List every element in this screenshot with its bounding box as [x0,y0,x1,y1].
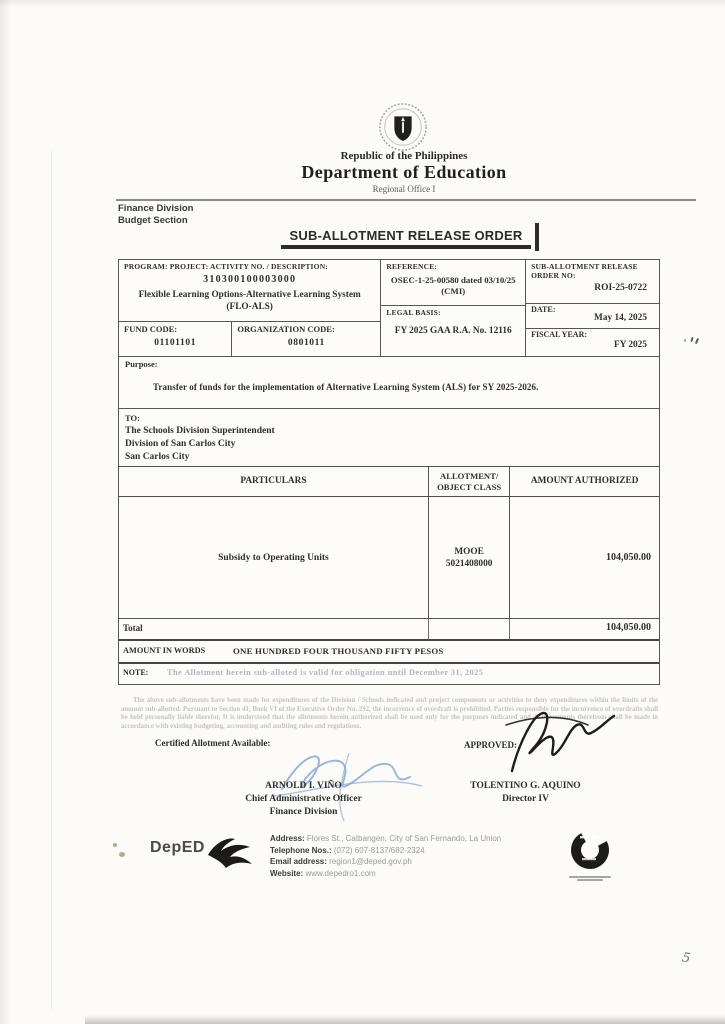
col-header-particulars: PARTICULARS [240,476,307,486]
footer-address-line [270,833,501,845]
ink-speck [113,843,117,847]
col-header-object-line1: ALLOTMENT/ [440,471,499,481]
to-label: TO: [125,413,140,423]
phone-label: Telephone Nos.: [270,845,332,855]
total-spacer [428,619,510,639]
allotment-data-row [119,496,659,618]
program-column [119,260,380,356]
footer-phone-line [270,845,501,857]
org-code-value: 0801011 [287,338,325,348]
certifying-officer-block [216,780,391,818]
fiscal-year-cell [526,329,659,356]
footer-stamp-icon [567,827,613,873]
particulars-value: Subsidy to Operating Units [218,552,329,563]
purpose-text: Transfer of funds for the implementation of Alternative Learning System (ALS) for SY 2025-2026. [153,382,539,392]
scan-edge-top [0,0,725,7]
document-title [281,224,531,249]
object-class-line2: 5021408000 [445,558,493,569]
program-number: 310300100003000 [203,274,297,285]
object-class-value [428,497,510,618]
letterhead [118,150,690,195]
amount-in-words-row [119,639,659,662]
legal-basis-cell [381,306,525,356]
legal-basis-label: LEGAL BASIS: [386,308,441,317]
legal-basis-value: FY 2025 GAA R.A. No. 12116 [394,326,512,336]
budget-section-label: Budget Section [118,215,188,226]
phone-value: (072) 607-8137/682-2324 [333,845,425,855]
address-label: Address: [270,834,305,843]
footer-contact-block [270,833,501,879]
purpose-label: Purpose: [125,359,158,369]
date-cell [526,304,659,329]
page-crease-line [51,150,52,1010]
footer-email-line [270,856,501,868]
org-code-cell [231,322,380,356]
scan-bottom-shadow [85,1015,725,1024]
certified-allotment-label: Certified Allotment Available: [155,738,271,748]
purpose-row [119,356,659,408]
saro-number-cell [526,260,659,304]
deped-logo-text: DepED [150,839,205,856]
note-row [119,662,659,684]
certifying-officer-name: ARNOLD I. VIÑO [265,781,342,791]
scan-edge-left [0,0,12,1024]
footer-website-line [270,868,501,880]
col-header-object-line2: OBJECT CLASS [437,481,502,492]
website-value: www.depedro1.com [305,868,376,878]
handwritten-page-number: 5 [680,950,692,967]
document-title-text: SUB-ALLOTMENT RELEASE ORDER [289,228,523,243]
saro-label-line2: ORDER NO: [531,271,576,280]
addressee-row [119,408,659,466]
fiscal-year-label: FISCAL YEAR: [531,330,588,339]
amount-in-words-label: AMOUNT IN WORDS [123,646,206,655]
info-row [119,260,659,356]
to-line-1: The Schools Division Superintendent [125,426,275,436]
allotment-header-row [119,466,659,496]
certifying-officer-division: Finance Division [269,806,338,817]
saro-number-value: ROI-25-0722 [594,283,647,293]
stamp-caption-lines [565,874,615,883]
col-header-amount: AMOUNT AUTHORIZED [509,467,659,496]
amount-in-words-value: ONE HUNDRED FOUR THOUSAND FIFTY PESOS [233,646,444,656]
reference-column [380,260,525,356]
address-value: Flores St., Catbangen, City of San Fernando, La Union [306,834,502,843]
margin-pen-marks [684,335,704,347]
fund-code-label: FUND CODE: [124,324,178,334]
total-row [119,618,659,639]
to-line-2: Division of San Carlos City [125,439,236,449]
fund-code-cell [119,322,231,356]
deped-bird-logo-icon [204,831,258,875]
total-label: Total [123,623,143,633]
email-label: Email address: [270,857,327,866]
total-amount: 104,050.00 [509,619,659,639]
website-label: Website: [270,868,304,878]
saro-column [525,260,659,356]
header-divider [116,199,696,201]
approved-label: APPROVED: [464,740,517,750]
reference-label: REFERENCE: [386,262,438,271]
date-label: DATE: [531,305,556,314]
codes-row [119,322,380,356]
approving-officer-block [443,780,608,806]
object-class-line1: MOOE [454,546,484,557]
reference-value [386,275,520,296]
note-text: The Allotment herein sub-alloted is valid for obligation until December 31, 2025 [167,668,484,677]
date-value: May 14, 2025 [594,313,647,323]
amount-authorized-value: 104,050.00 [509,497,659,618]
deped-seal-icon [378,102,428,152]
email-value: region1@deped.gov.ph [329,857,412,866]
republic-line: Republic of the Philippines [340,150,468,162]
fine-print-disclaimer: The above sub-allotments have been made for expenditures of the Division / Schools indicated and project components or activities to deny expenditures within the limits of the amount sub-allotted. Pursuant to Section 41, Book VI of the Executive Order No. 292, the incurrence of overdraft is prohibited. Parties responsible for the incurrence of overdrafts shall be held personally liable therefor. It is understood that the allotments herein authorized shall be used only for the purposes indicated and disbursements therefrom shall be made in accordance with existing budgeting, accounting and auditing rules and regulations. [121,697,658,730]
certifying-officer-title: Chief Administrative Officer [245,793,362,804]
to-line-3: San Carlos City [125,452,190,462]
reference-cell [381,260,525,306]
department-line: Department of Education [301,162,507,183]
ink-speck [119,852,125,857]
note-label: NOTE: [123,668,149,677]
fiscal-year-value: FY 2025 [614,340,647,350]
regional-office-line: Regional Office I [372,184,436,195]
fund-code-value: 01101101 [154,338,197,348]
release-order-table [118,259,660,685]
col-header-object-class [428,467,510,496]
title-end-bar [535,223,539,251]
program-cell [119,260,380,322]
org-code-label: ORGANIZATION CODE: [237,324,335,334]
saro-label-line1: SUB-ALLOTMENT RELEASE [531,262,638,271]
approving-officer-title: Director IV [502,793,549,804]
approving-officer-name: TOLENTINO G. AQUINO [470,781,581,791]
program-label: PROGRAM: PROJECT: ACTIVITY NO. / DESCRIPTION: [124,262,329,271]
reference-value-line1: OSEC-1-25-00580 dated 03/10/25 [390,275,516,285]
reference-value-line2: (CMI) [441,285,466,296]
program-description: Flexible Learning Options-Alternative Learning System (FLO-ALS) [138,290,361,312]
finance-division-label: Finance Division [118,203,194,214]
